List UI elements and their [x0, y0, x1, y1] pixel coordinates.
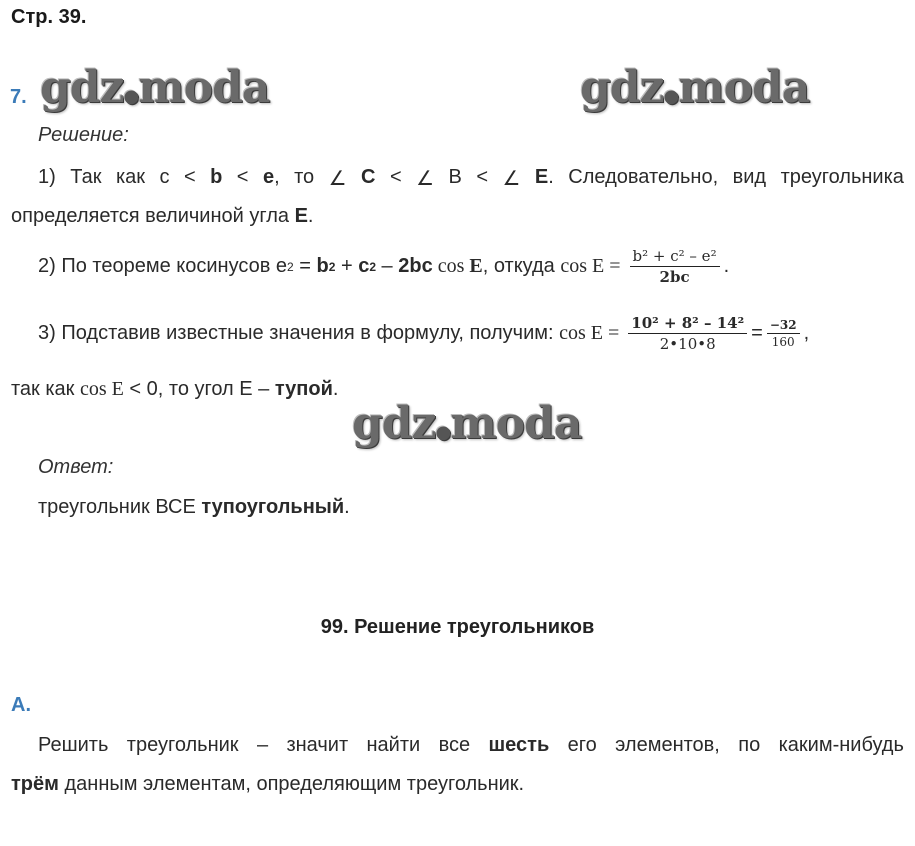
part-letter: А.: [11, 694, 31, 716]
watermark-logo: gdz●moda: [352, 398, 582, 449]
watermark-logo: gdz●moda: [40, 62, 270, 113]
fraction-result: $\frac{-32}{160}$: [767, 317, 800, 350]
answer-heading: Ответ:: [38, 456, 114, 478]
solution-step-1-line-2: определяется величиной угла E.: [11, 205, 314, 227]
solution-step-3: 3) Подставив известные значения в формулу, получим: cos E = $\frac{\text{10² + 8² – 14²}}{2•10•8}$ = $\frac{-32}{160}$ ,: [38, 314, 810, 353]
page-number: Стр. 39.: [11, 6, 87, 28]
solution-step-1-line-1: 1) Так как c < b < e, то ∠ C < ∠ B < ∠ E. Следовательно, вид треугольника: [38, 166, 904, 190]
solution-step-2: 2) По теореме косинусов e 2 = b 2 + c 2 – 2bc cos E , откуда cos E = $\frac{\text{b² + c² – e²}}{2bc}$ .: [38, 247, 730, 286]
watermark-logo: gdz●moda: [580, 62, 810, 113]
section-title: 99. Решение треугольников: [320, 616, 595, 638]
fraction-substitution: $\frac{\text{10² + 8² – 14²}}{2•10•8}$: [628, 313, 747, 354]
task-number: 7.: [10, 86, 27, 108]
answer-text: треугольник ВСЕ тупоугольный.: [38, 496, 350, 518]
part-a-line-1: Решить треугольник – значит найти все шесть его элементов, по каким-нибудь: [38, 734, 904, 756]
solution-heading: Решение:: [38, 124, 129, 146]
solution-conclusion: так как cos E < 0, то угол Е – тупой.: [11, 378, 339, 400]
part-a-line-2: трём данным элементам, определяющим треугольник.: [11, 773, 525, 795]
fraction-cos-e-formula: $\frac{\text{b² + c² – e²}}{2bc}$: [630, 246, 720, 287]
